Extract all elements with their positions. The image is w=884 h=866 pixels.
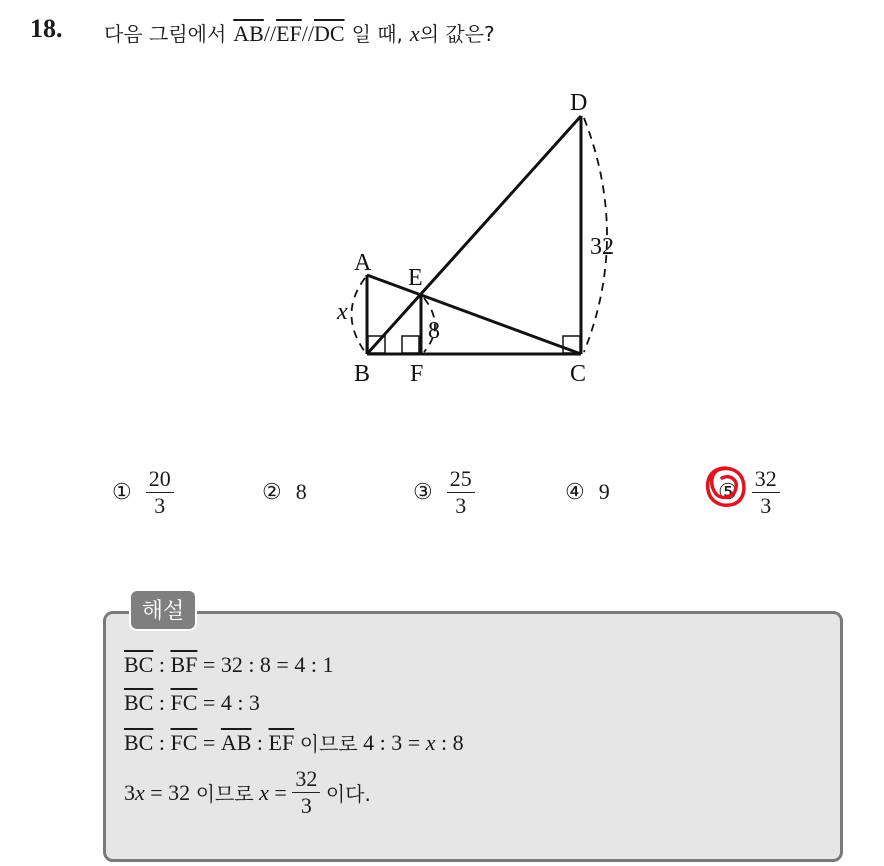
question-mid: 일 때, bbox=[351, 22, 403, 46]
choice-4[interactable] bbox=[565, 462, 610, 522]
segment-ab: $\overline{AB}$ bbox=[233, 21, 264, 46]
solution-line-1: $\overline{BC}$ : $\overline{BF}$ = 32 : 8 = 4 : 1 bbox=[124, 652, 334, 677]
length-dc: 32 bbox=[590, 234, 614, 260]
choice-2[interactable] bbox=[262, 462, 307, 522]
choice-2-mark: ② bbox=[262, 479, 282, 504]
answer-circle-mark bbox=[700, 462, 752, 514]
parallel-sign-1: // bbox=[263, 21, 277, 46]
segment-ac-line bbox=[367, 275, 581, 354]
solution-tag: 해설 bbox=[129, 589, 197, 631]
choice-3[interactable] bbox=[413, 462, 475, 522]
choice-3-mark: ③ bbox=[413, 479, 433, 504]
choice-5-fraction: $\frac{32}{3}$ bbox=[752, 466, 780, 519]
solution-line-2: $\overline{BC}$ : $\overline{FC}$ = 4 : 3 bbox=[124, 690, 260, 715]
label-b: B bbox=[354, 361, 371, 387]
choice-1[interactable] bbox=[112, 462, 174, 522]
label-f: F bbox=[410, 361, 424, 387]
choice-3-fraction: $\frac{25}{3}$ bbox=[447, 466, 475, 519]
length-ab: x bbox=[337, 299, 348, 325]
segment-bd-line bbox=[367, 116, 581, 354]
right-angle-f bbox=[402, 336, 419, 353]
choice-4-value: 9 bbox=[598, 479, 610, 504]
choice-2-value: 8 bbox=[295, 479, 307, 504]
parallel-sign-2: // bbox=[301, 21, 314, 46]
segment-dc: $\overline{DC}$ bbox=[314, 21, 345, 46]
segment-ef: $\overline{EF}$ bbox=[276, 21, 302, 46]
choice-1-fraction: $\frac{20}{3}$ bbox=[146, 466, 174, 519]
question-suffix: 의 값은? bbox=[419, 22, 495, 46]
label-e: E bbox=[408, 265, 423, 291]
label-d: D bbox=[570, 90, 588, 116]
choice-4-mark: ④ bbox=[565, 479, 585, 504]
question-variable: x bbox=[409, 21, 420, 46]
label-a: A bbox=[354, 250, 372, 276]
label-c: C bbox=[570, 361, 587, 387]
question-prefix: 다음 그림에서 bbox=[104, 22, 227, 46]
solution-line-3: $\overline{BC}$ : $\overline{FC}$ = $\overline{AB}$ : $\overline{EF}$ 이므로 4 : 3 = x : 8 bbox=[124, 729, 464, 756]
solution-line-4: 3 x = 32 이므로 x = $\frac{32}{3}$ 이다. bbox=[124, 766, 371, 818]
length-ef: 8 bbox=[428, 318, 440, 344]
question-number: 18. bbox=[30, 14, 63, 43]
choice-5-mark: ⑤ bbox=[718, 479, 738, 504]
arc-ab bbox=[352, 278, 366, 352]
choice-1-mark: ① bbox=[112, 479, 132, 504]
